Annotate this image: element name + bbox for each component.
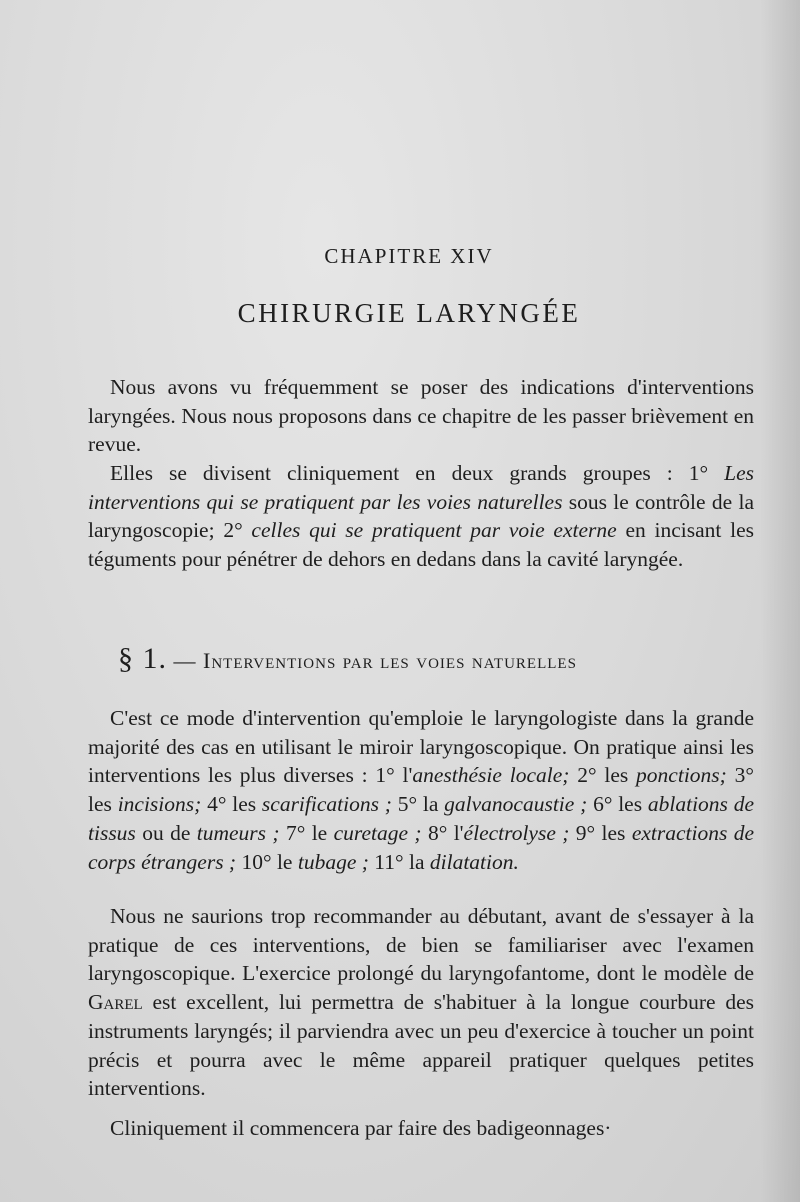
text-run: 11° la	[368, 849, 430, 874]
text-run: sous le contrôle de la laryngoscopie; 2°	[88, 489, 754, 543]
text-run: 6° les	[587, 792, 648, 817]
section-heading	[118, 642, 758, 676]
body-paragraph-1	[88, 704, 754, 876]
text-run: en incisant les téguments pour pénétrer de dehors en dedans dans la cavité laryngée.	[88, 518, 754, 572]
chapter-label: CHAPITRE XIV	[324, 244, 494, 268]
italic-run: tumeurs ;	[196, 820, 280, 845]
italic-run: galvanocaustie ;	[444, 792, 588, 817]
italic-run: Les interventions qui se pratiquent par les voies naturelles	[88, 461, 754, 514]
italic-run: ablations de tissus	[88, 792, 755, 845]
section-title: Interventions par les voies naturelles	[203, 648, 577, 673]
text-run: Nous ne saurions trop recommander au débutant, avant de s'essayer à la pratique de ces interventions, de bien se familiariser avec l'examen laryngoscopique. L'exercice prolongé du laryngofantome, dont le modèle de	[88, 904, 754, 986]
italic-run: dilatation.	[429, 849, 519, 874]
italic-run: celles qui se pratiquent par voie externe	[251, 518, 617, 543]
author-name: Garel	[88, 990, 143, 1015]
text-run: 7° le	[279, 820, 334, 845]
body-paragraph-2	[88, 902, 754, 1103]
text-run: ou de	[135, 820, 197, 845]
italic-run: ponctions;	[636, 763, 727, 788]
italic-run: scarifications ;	[261, 792, 392, 817]
text-run: 9° les	[569, 820, 632, 845]
intro-paragraph-2	[88, 459, 754, 574]
text-run: C'est ce mode d'intervention qu'emploie le laryngologiste dans la grande majorité des cas en utilisant le miroir laryngoscopique. On pratique ainsi les interventions les plus diverses : 1° l'	[88, 706, 754, 788]
text-run: 3° les	[88, 763, 754, 817]
chapter-title: CHIRURGIE LARYNGÉE	[237, 298, 581, 328]
text-run: est excellent, lui permettra de s'habituer à la longue courbure des instruments laryngés; il parviendra avec un peu d'exercice à toucher un point précis et pourra avec le même appareil pratiquer quelques petites interventions.	[88, 990, 754, 1101]
body-paragraph-3: Cliniquement il commencera par faire des badigeonnages·	[110, 1116, 612, 1140]
text-run: 8° l'	[421, 820, 464, 845]
section-dash: —	[167, 648, 203, 673]
text-run: 10° le	[236, 849, 298, 874]
italic-run: curetage ;	[333, 820, 422, 845]
text-run: 2° les	[569, 763, 637, 788]
italic-run: tubage ;	[297, 849, 369, 874]
italic-run: électrolyse ;	[463, 820, 570, 845]
italic-run: incisions;	[117, 792, 202, 817]
page-edge-shadow	[760, 0, 800, 1202]
text-run: 4° les	[201, 792, 262, 817]
text-run: Elles se divisent cliniquement en deux grands groupes : 1°	[110, 461, 725, 485]
italic-run: anesthésie locale;	[412, 763, 570, 788]
intro-paragraph-1: Nous avons vu fréquemment se poser des indications d'interventions laryngées. Nous nous proposons dans ce chapitre de les passer brièvement en revue.	[88, 375, 754, 457]
italic-run: extractions de corps étrangers ;	[88, 820, 755, 874]
text-run: 5° la	[391, 792, 445, 817]
section-number: § 1.	[118, 642, 167, 675]
